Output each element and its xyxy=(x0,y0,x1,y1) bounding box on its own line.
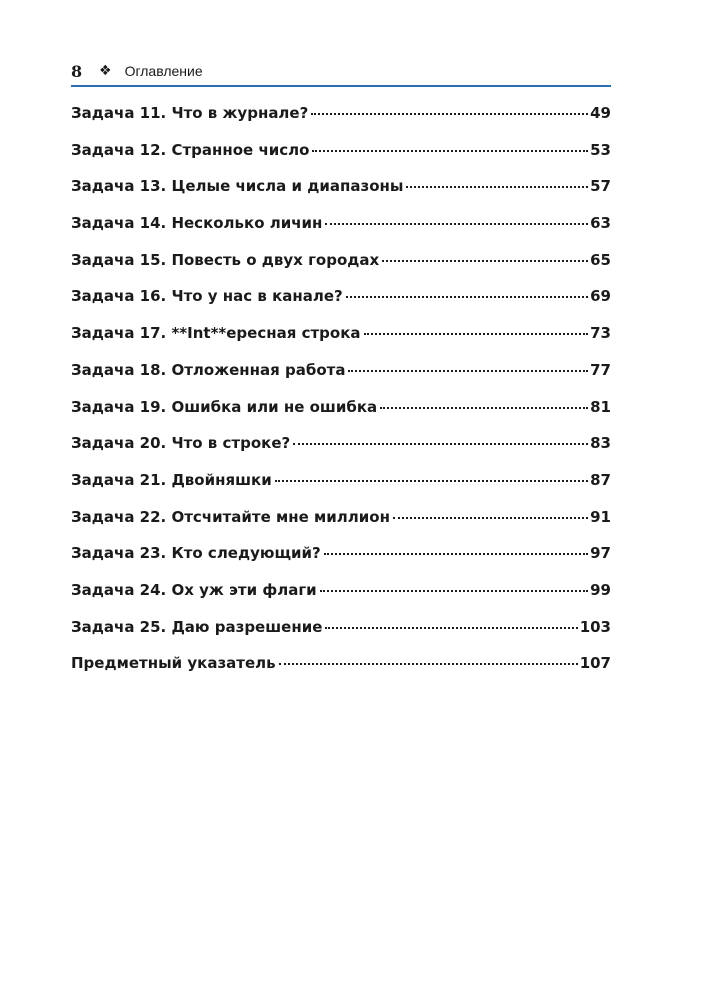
toc-entry-page: 97 xyxy=(590,544,611,563)
toc-entry-title: Задача 18. Отложенная работа xyxy=(71,360,346,379)
toc-entry-page: 73 xyxy=(590,324,611,343)
dot-leader xyxy=(382,260,588,262)
table-of-contents xyxy=(71,91,611,678)
toc-entry-title: Предметный указатель xyxy=(71,654,276,673)
toc-entry-page: 107 xyxy=(579,654,611,673)
ornament-icon: ❖ xyxy=(99,63,112,79)
toc-entry[interactable] xyxy=(71,385,611,422)
toc-entry[interactable] xyxy=(71,164,611,201)
toc-entry-title: Задача 20. Что в строке? xyxy=(71,434,291,453)
toc-entry[interactable] xyxy=(71,568,611,605)
toc-entry-page: 63 xyxy=(590,214,611,233)
toc-entry-page: 83 xyxy=(590,434,611,453)
toc-entry-title: Задача 23. Кто следующий? xyxy=(71,544,321,563)
toc-entry-page: 49 xyxy=(590,104,611,122)
dot-leader xyxy=(325,223,588,225)
section-title: Оглавление xyxy=(124,63,203,79)
toc-entry[interactable] xyxy=(71,458,611,495)
running-header xyxy=(71,60,611,82)
toc-entry-title: Задача 12. Странное число xyxy=(71,140,310,159)
toc-entry-title: Задача 16. Что у нас в канале? xyxy=(71,287,343,306)
toc-entry-page: 103 xyxy=(579,617,611,636)
toc-entry[interactable] xyxy=(71,201,611,238)
toc-entry[interactable] xyxy=(71,641,611,678)
toc-entry-title: Задача 24. Ох уж эти флаги xyxy=(71,580,317,599)
dot-leader xyxy=(406,186,588,188)
dot-leader xyxy=(320,590,588,592)
toc-entry-title: Задача 11. Что в журнале? xyxy=(71,104,309,122)
toc-entry-page: 99 xyxy=(590,580,611,599)
toc-entry-title: Задача 14. Несколько личин xyxy=(71,214,323,233)
header-rule xyxy=(71,85,611,87)
dot-leader xyxy=(312,150,588,152)
dot-leader xyxy=(324,553,588,555)
toc-entry-page: 77 xyxy=(590,360,611,379)
toc-entry[interactable] xyxy=(71,495,611,532)
toc-entry[interactable] xyxy=(71,128,611,165)
dot-leader xyxy=(293,443,588,445)
toc-entry-page: 65 xyxy=(590,250,611,269)
dot-leader xyxy=(279,663,578,665)
toc-entry[interactable] xyxy=(71,605,611,642)
dot-leader xyxy=(364,333,589,335)
toc-entry-title: Задача 21. Двойняшки xyxy=(71,470,272,489)
toc-entry-page: 87 xyxy=(590,470,611,489)
toc-entry-title: Задача 25. Даю разрешение xyxy=(71,617,323,636)
toc-entry-page: 91 xyxy=(590,507,611,526)
toc-entry-title: Задача 19. Ошибка или не ошибка xyxy=(71,397,378,416)
toc-entry[interactable] xyxy=(71,238,611,275)
toc-entry-title: Задача 17. **Int**ересная строка xyxy=(71,324,361,343)
dot-leader xyxy=(275,480,588,482)
toc-entry[interactable] xyxy=(71,348,611,385)
page-number: 8 xyxy=(71,61,83,81)
toc-entry-page: 69 xyxy=(590,287,611,306)
toc-entry-page: 57 xyxy=(590,177,611,196)
toc-entry[interactable] xyxy=(71,531,611,568)
toc-entry-title: Задача 15. Повесть о двух городах xyxy=(71,250,380,269)
dot-leader xyxy=(311,113,588,115)
toc-entry[interactable] xyxy=(71,274,611,311)
toc-entry-page: 53 xyxy=(590,140,611,159)
dot-leader xyxy=(393,517,588,519)
dot-leader xyxy=(380,407,588,409)
dot-leader xyxy=(348,370,588,372)
toc-entry[interactable] xyxy=(71,311,611,348)
toc-entry[interactable] xyxy=(71,91,611,128)
toc-entry-title: Задача 22. Отсчитайте мне миллион xyxy=(71,507,390,526)
dot-leader xyxy=(346,296,588,298)
toc-entry-title: Задача 13. Целые числа и диапазоны xyxy=(71,177,404,196)
toc-entry-page: 81 xyxy=(590,397,611,416)
dot-leader xyxy=(325,627,577,629)
toc-entry[interactable] xyxy=(71,421,611,458)
